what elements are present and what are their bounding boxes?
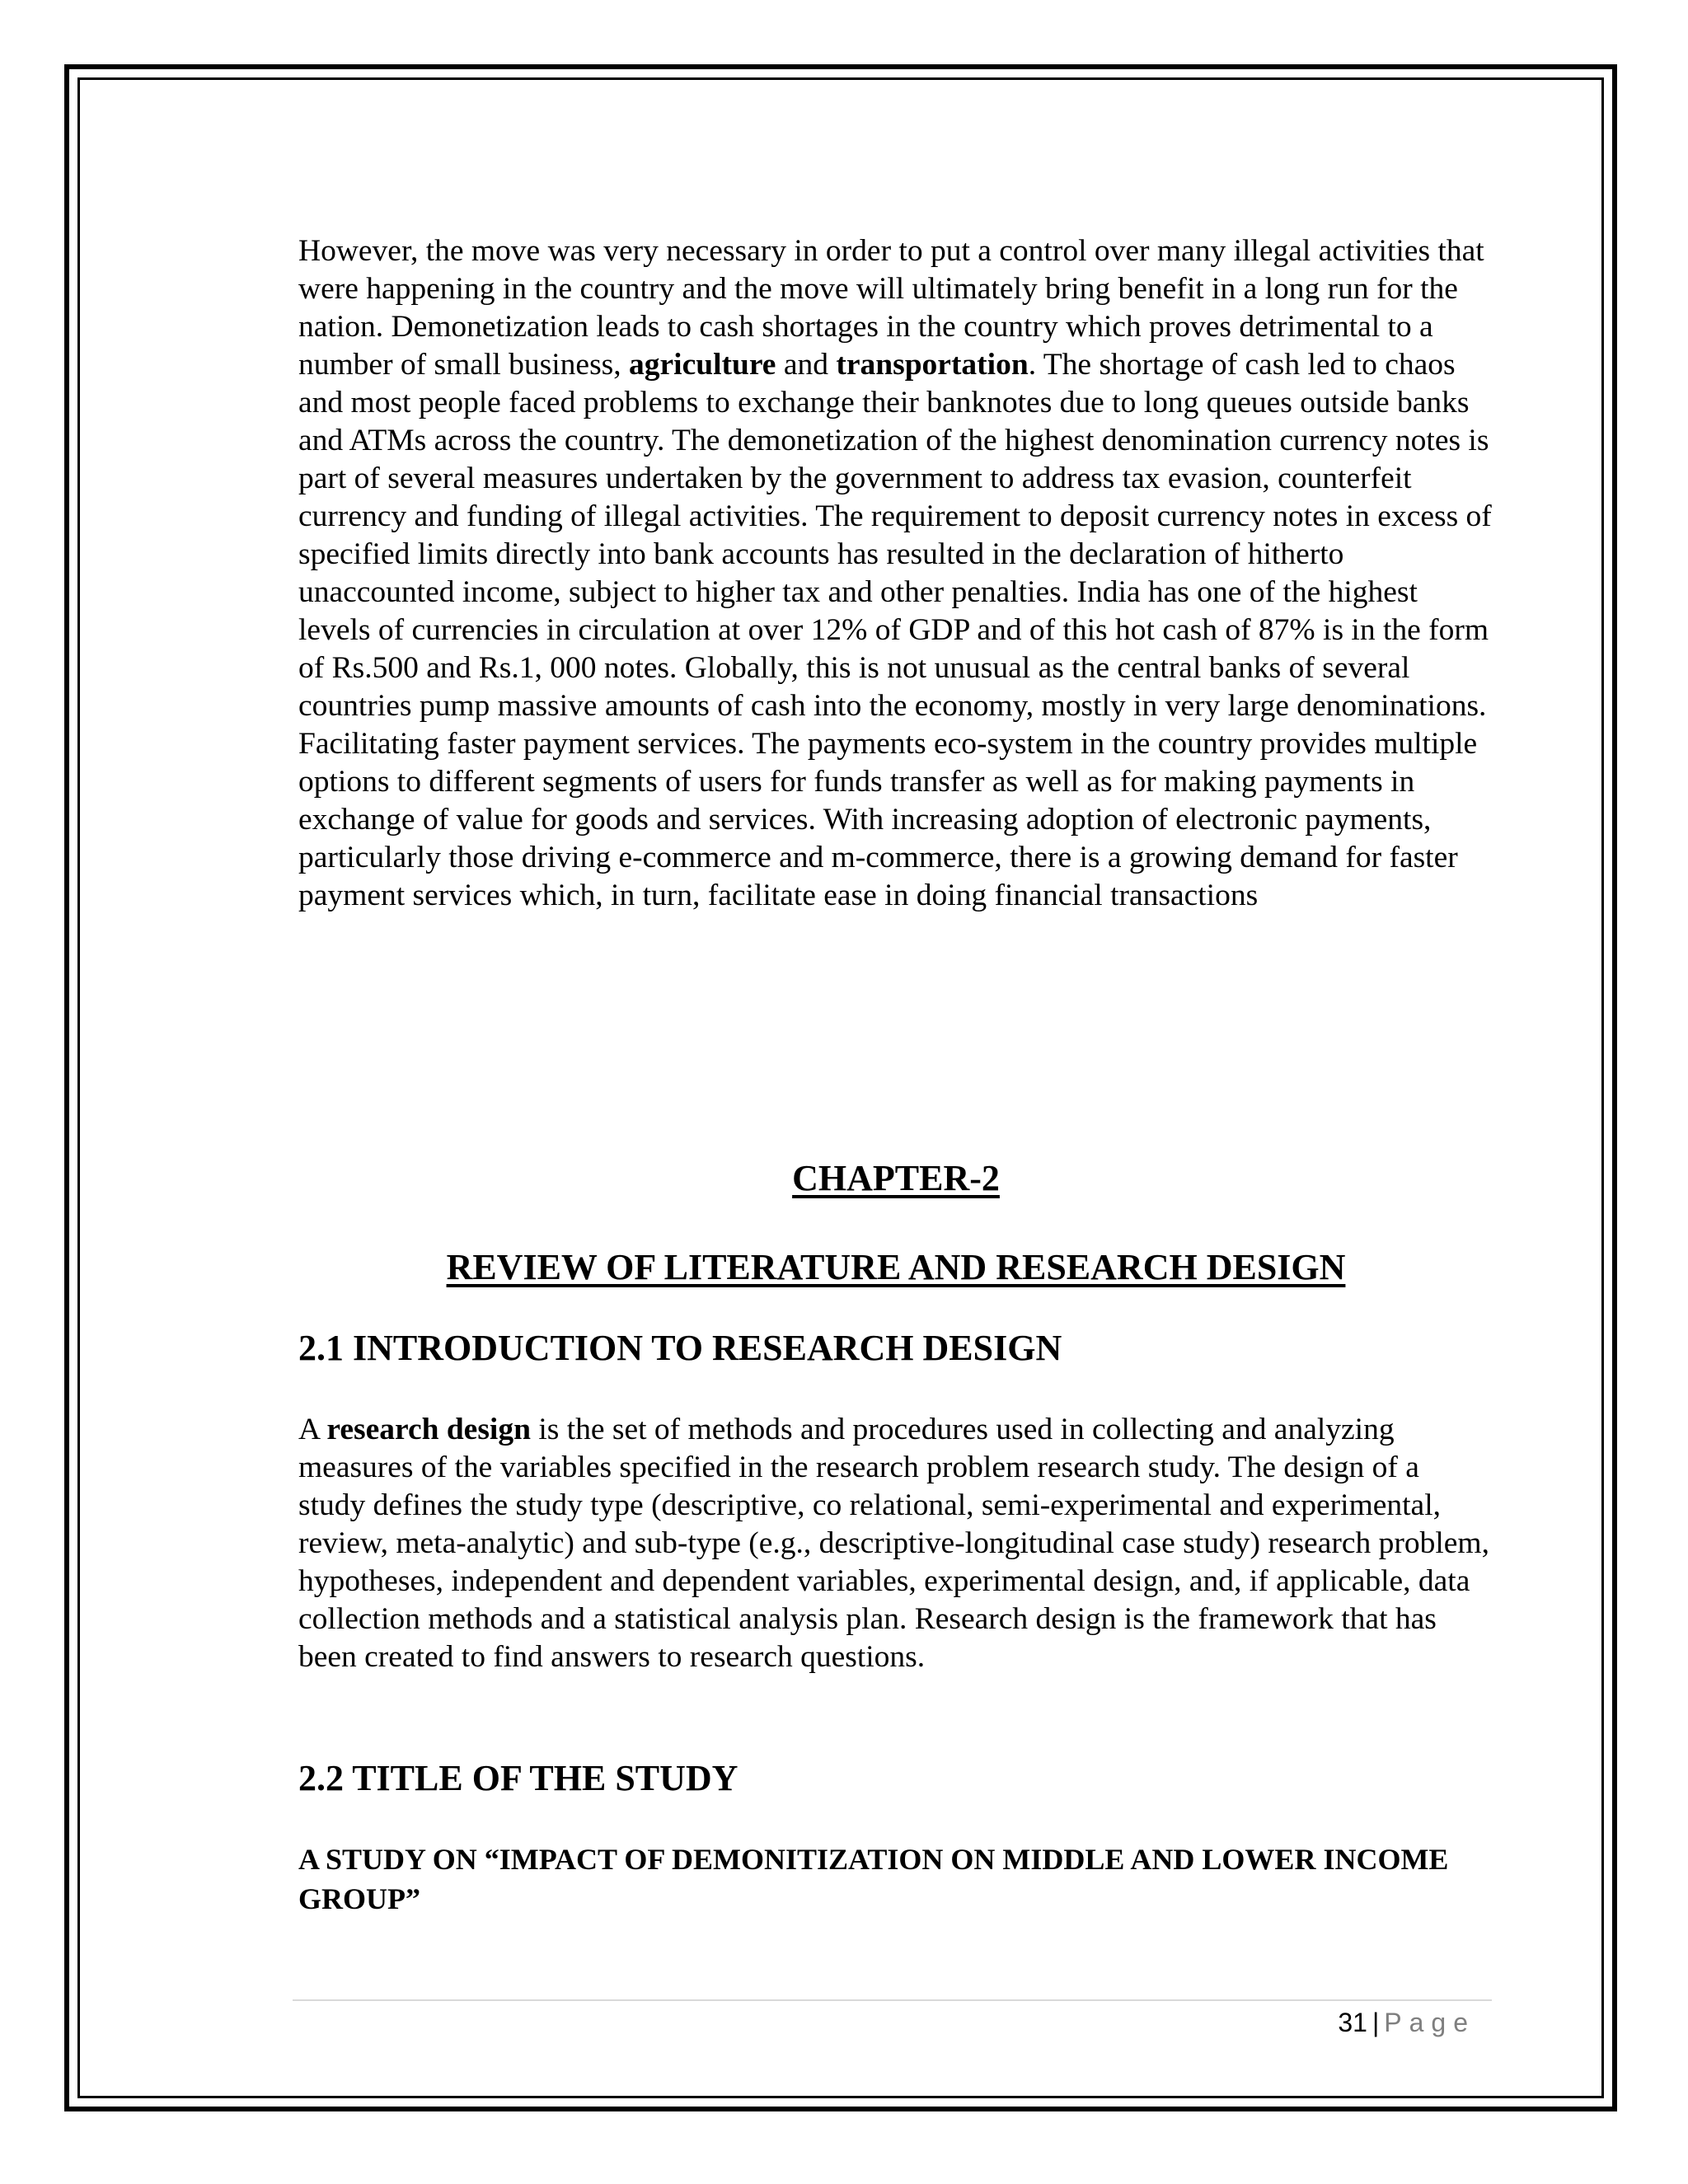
research-design-paragraph-block	[298, 1411, 1493, 1676]
body-paragraph-text-3: . The shortage of cash led to chaos and most people faced problems to exchange their banknotes due to long queues outside banks and ATMs across the country. The demonetization of the highest denomination currency notes is part of several measures undertaken by the government to address tax evasion, counterfeit currency and funding of illegal activities. The requirement to deposit currency notes in excess of specified limits directly into bank accounts has resulted in the declaration of hitherto unaccounted income, subject to higher tax and other penalties. India has one of the highest levels of currencies in circulation at over 12% of GDP and of this hot cash of 87% is in the form of Rs.500 and Rs.1, 000 notes. Globally, this is not unusual as the central banks of several countries pump massive amounts of cash into the economy, mostly in very large denominations. Facilitating faster payment services. The payments eco-system in the country provides multiple options to different segments of users for funds transfer as well as for making payments in exchange of value for goods and services. With increasing adoption of electronic payments, particularly those driving e-commerce and m-commerce, there is a growing demand for faster payment services which, in turn, facilitate ease in doing financial transactions	[298, 348, 1492, 912]
page-word: Page	[1384, 2008, 1475, 2037]
research-design-paragraph	[298, 1411, 1493, 1676]
chapter-title: REVIEW OF LITERATURE AND RESEARCH DESIGN	[446, 1247, 1346, 1287]
chapter-label: CHAPTER-2	[792, 1158, 1000, 1198]
bold-term-transportation: transportation	[836, 348, 1029, 382]
body-paragraph-text-2: and	[776, 348, 837, 382]
body-text-block	[298, 232, 1493, 915]
bold-term-agriculture: agriculture	[629, 348, 776, 382]
section-heading-2-1: 2.1 INTRODUCTION TO RESEARCH DESIGN	[298, 1328, 1062, 1368]
section-heading-2-2: 2.2 TITLE OF THE STUDY	[298, 1758, 738, 1798]
page-number: 31	[1338, 2008, 1367, 2037]
footer-separator: |	[1372, 2008, 1380, 2037]
bold-term-research-design: research design	[326, 1413, 531, 1446]
body-paragraph	[298, 232, 1493, 915]
body-paragraph-text-1: However, the move was very necessary in order to put a control over many illegal activities that were happening in the country and the move will ultimately bring benefit in a long run for the nation. Demonetization leads to cash shortages in the country which proves detrimental to a number of small business,	[298, 234, 1484, 382]
footer-divider	[293, 1999, 1492, 2001]
page-footer	[1154, 2004, 1475, 2041]
study-title: A STUDY ON “IMPACT OF DEMONITIZATION ON MIDDLE AND LOWER INCOME GROUP”	[298, 1843, 1449, 1915]
research-design-text: is the set of methods and procedures used in collecting and analyzing measures of the variables specified in the research problem research study. The design of a study defines the study type (descriptive, co relational, semi-experimental and experimental, review, meta-analytic) and sub-type (e.g., descriptive-longitudinal case study) research problem, hypotheses, independent and dependent variables, experimental design, and, if applicable, data collection methods and a statistical analysis plan. Research design is the framework that has been created to find answers to research questions.	[298, 1413, 1489, 1674]
research-design-prefix: A	[298, 1413, 327, 1446]
